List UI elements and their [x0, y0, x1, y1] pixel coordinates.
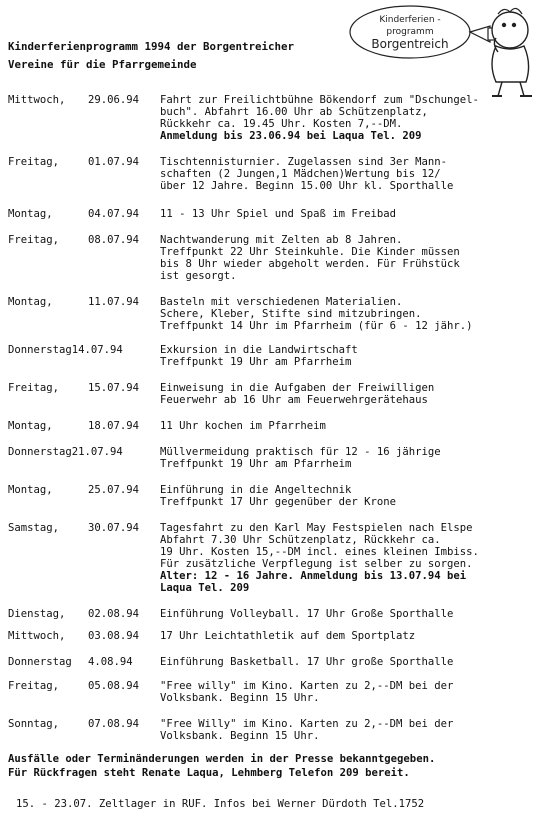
- entry-description: [160, 608, 540, 620]
- entry-description: [160, 296, 540, 332]
- entry-date: 08.07.94: [88, 234, 140, 246]
- entry-date: 18.07.94: [88, 420, 140, 432]
- entry-description: [160, 208, 540, 220]
- entry-line: Müllvermeidung praktisch für 12 - 16 jährige: [160, 446, 441, 458]
- entry-date: 11.07.94: [88, 296, 140, 308]
- footer-notice: [8, 752, 538, 780]
- camp-info: 15. - 23.07. Zeltlager in RUF. Infos bei Werner Dürdoth Tel.1752: [16, 798, 425, 810]
- entry-description: [160, 420, 540, 432]
- entry-date: 15.07.94: [88, 382, 140, 394]
- entry-line: Exkursion in die Landwirtschaft: [160, 344, 358, 356]
- entry-line: Einweisung in die Aufgaben der Freiwilligen: [160, 382, 435, 394]
- entry-date: 04.07.94: [88, 208, 140, 220]
- entry-line: Schere, Kleber, Stifte sind mitzubringen.: [160, 308, 422, 320]
- entry-date: 01.07.94: [88, 156, 140, 168]
- entry-description: [160, 718, 540, 742]
- entry-date: 02.08.94: [88, 608, 140, 620]
- entry-line: Anmeldung bis 23.06.94 bei Laqua Tel. 209: [160, 130, 422, 142]
- entry-line: Volksbank. Beginn 15 Uhr.: [160, 692, 320, 704]
- entry-day: Montag,: [8, 296, 53, 308]
- entry-description: [160, 656, 540, 668]
- entry-day: Freitag,: [8, 156, 60, 168]
- entry-line: über 12 Jahre. Beginn 15.00 Uhr kl. Sporthalle: [160, 180, 454, 192]
- entry-day: Donnerstag21.07.94: [8, 446, 123, 458]
- entry-line: Laqua Tel. 209: [160, 582, 250, 594]
- entry-date: 4.08.94: [88, 656, 133, 668]
- entry-line: 11 - 13 Uhr Spiel und Spaß im Freibad: [160, 208, 396, 220]
- entry-line: schaften (2 Jungen,1 Mädchen)Wertung bis 12/: [160, 168, 441, 180]
- entry-line: Treffpunkt 17 Uhr gegenüber der Krone: [160, 496, 396, 508]
- title-line-1: Kinderferienprogramm 1994 der Borgentreicher: [8, 40, 295, 53]
- entry-line: Treffpunkt 22 Uhr Steinkuhle. Die Kinder müssen: [160, 246, 460, 258]
- entry-day: Freitag,: [8, 234, 60, 246]
- entry-date: 03.08.94: [88, 630, 140, 642]
- entry-line: Tagesfahrt zu den Karl May Festspielen nach Elspe: [160, 522, 473, 534]
- entry-line: ist gesorgt.: [160, 270, 237, 282]
- entry-line: Rückkehr ca. 19.45 Uhr. Kosten 7,--DM.: [160, 118, 403, 130]
- document-title: [8, 38, 338, 74]
- entry-day: Mittwoch,: [8, 630, 66, 642]
- entry-day: Donnerstag: [8, 656, 72, 668]
- entry-line: Einführung in die Angeltechnik: [160, 484, 352, 496]
- entry-day: Mittwoch,: [8, 94, 66, 106]
- entry-date: 07.08.94: [88, 718, 140, 730]
- entry-day: Montag,: [8, 208, 53, 220]
- entry-line: Einführung Volleyball. 17 Uhr Große Sporthalle: [160, 608, 454, 620]
- entry-line: Einführung Basketball. 17 Uhr große Sporthalle: [160, 656, 454, 668]
- entry-description: [160, 234, 540, 282]
- title-line-2: Vereine für die Pfarrgemeinde: [8, 58, 197, 71]
- entry-line: Fahrt zur Freilichtbühne Bökendorf zum "Dschungel-: [160, 94, 479, 106]
- entry-line: Treffpunkt 19 Uhr am Pfarrheim: [160, 458, 352, 470]
- entry-day: Freitag,: [8, 382, 60, 394]
- entry-date: 29.06.94: [88, 94, 140, 106]
- entry-description: [160, 156, 540, 192]
- entry-description: [160, 680, 540, 704]
- entry-line: bis 8 Uhr wieder abgeholt werden. Für Frühstück: [160, 258, 460, 270]
- entry-day: Samstag,: [8, 522, 60, 534]
- entry-day: Sonntag,: [8, 718, 60, 730]
- entry-date: 25.07.94: [88, 484, 140, 496]
- entry-description: [160, 94, 540, 142]
- entry-line: "Free willy" im Kino. Karten zu 2,--DM bei der: [160, 680, 454, 692]
- entry-line: Volksbank. Beginn 15 Uhr.: [160, 730, 320, 742]
- entry-description: [160, 344, 540, 368]
- entry-line: 11 Uhr kochen im Pfarrheim: [160, 420, 326, 432]
- entry-line: Treffpunkt 14 Uhr im Pfarrheim (für 6 - 12 jähr.): [160, 320, 473, 332]
- entry-description: [160, 446, 540, 470]
- entry-line: Treffpunkt 19 Uhr am Pfarrheim: [160, 356, 352, 368]
- entry-description: [160, 484, 540, 508]
- entry-line: Für zusätzliche Verpflegung ist selber zu sorgen.: [160, 558, 473, 570]
- entry-description: [160, 382, 540, 406]
- entry-line: "Free Willy" im Kino. Karten zu 2,--DM bei der: [160, 718, 454, 730]
- logo-text-line-2: programm: [386, 27, 434, 37]
- logo-text-line-3: Borgentreich: [371, 37, 449, 51]
- entry-day: Donnerstag14.07.94: [8, 344, 123, 356]
- footer-line-2: Für Rückfragen steht Renate Laqua, Lehmberg Telefon 209 bereit.: [8, 767, 410, 779]
- entry-date: 05.08.94: [88, 680, 140, 692]
- entry-line: Abfahrt 7.30 Uhr Schützenplatz, Rückkehr ca.: [160, 534, 441, 546]
- entry-line: Feuerwehr ab 16 Uhr am Feuerwehrgerätehaus: [160, 394, 428, 406]
- entry-description: [160, 522, 540, 594]
- entry-line: 19 Uhr. Kosten 15,--DM incl. eines kleinen Imbiss.: [160, 546, 479, 558]
- entry-day: Montag,: [8, 484, 53, 496]
- entry-line: buch". Abfahrt 16.00 Uhr ab Schützenplatz,: [160, 106, 428, 118]
- entry-day: Montag,: [8, 420, 53, 432]
- entry-line: Alter: 12 - 16 Jahre. Anmeldung bis 13.07.94 bei: [160, 570, 467, 582]
- entry-day: Dienstag,: [8, 608, 66, 620]
- entry-line: Tischtennisturnier. Zugelassen sind 3er Mann-: [160, 156, 448, 168]
- logo-text-line-1: Kinderferien -: [379, 15, 441, 25]
- entry-line: 17 Uhr Leichtathletik auf dem Sportplatz: [160, 630, 416, 642]
- entry-line: Nachtwanderung mit Zelten ab 8 Jahren.: [160, 234, 403, 246]
- entry-line: Basteln mit verschiedenen Materialien.: [160, 296, 403, 308]
- footer-line-1: Ausfälle oder Terminänderungen werden in der Presse bekanntgegeben.: [8, 753, 436, 765]
- entry-description: [160, 630, 540, 642]
- entry-day: Freitag,: [8, 680, 60, 692]
- program-logo: [338, 2, 538, 100]
- entry-date: 30.07.94: [88, 522, 140, 534]
